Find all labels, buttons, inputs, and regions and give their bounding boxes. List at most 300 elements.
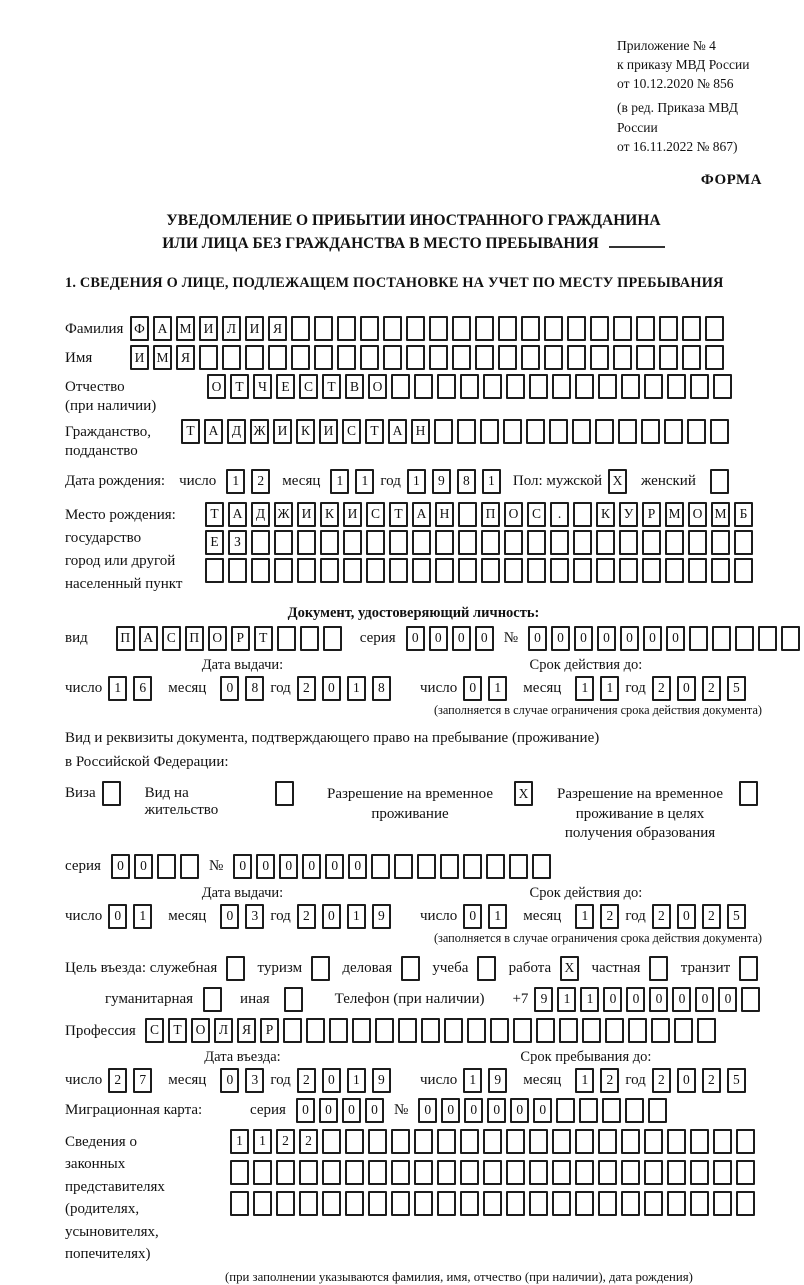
char-box[interactable]	[651, 1018, 670, 1043]
char-box[interactable]	[575, 374, 594, 399]
char-box[interactable]	[486, 854, 505, 879]
char-box[interactable]	[582, 1018, 601, 1043]
char-box[interactable]: Н	[435, 502, 454, 527]
char-box[interactable]: 1	[600, 676, 619, 701]
temp-residence-checkbox[interactable]: X	[514, 781, 533, 806]
char-box[interactable]	[713, 1191, 732, 1216]
char-box[interactable]	[368, 1191, 387, 1216]
char-box[interactable]	[690, 1191, 709, 1216]
char-box[interactable]	[180, 854, 199, 879]
char-box[interactable]	[434, 419, 453, 444]
char-box[interactable]	[483, 1191, 502, 1216]
char-box[interactable]	[483, 374, 502, 399]
char-box[interactable]	[625, 1098, 644, 1123]
char-box[interactable]	[710, 419, 729, 444]
char-box[interactable]	[368, 1160, 387, 1185]
char-box[interactable]: 0	[233, 854, 252, 879]
char-box[interactable]	[613, 345, 632, 370]
char-box[interactable]	[713, 1160, 732, 1185]
char-box[interactable]	[452, 316, 471, 341]
char-box[interactable]	[659, 345, 678, 370]
char-box[interactable]	[483, 1129, 502, 1154]
char-box[interactable]	[366, 530, 385, 555]
char-box[interactable]: 2	[299, 1129, 318, 1154]
char-box[interactable]: 0	[322, 1068, 341, 1093]
char-box[interactable]: Ж	[274, 502, 293, 527]
char-box[interactable]	[529, 1191, 548, 1216]
char-box[interactable]	[598, 374, 617, 399]
char-box[interactable]	[552, 374, 571, 399]
char-box[interactable]	[458, 558, 477, 583]
char-box[interactable]	[274, 558, 293, 583]
char-box[interactable]: А	[388, 419, 407, 444]
char-box[interactable]	[642, 530, 661, 555]
char-box[interactable]	[536, 1018, 555, 1043]
char-box[interactable]	[467, 1018, 486, 1043]
char-box[interactable]	[458, 530, 477, 555]
char-box[interactable]	[429, 345, 448, 370]
char-box[interactable]: К	[296, 419, 315, 444]
char-box[interactable]	[366, 558, 385, 583]
char-box[interactable]	[230, 1191, 249, 1216]
char-box[interactable]: И	[343, 502, 362, 527]
char-box[interactable]	[457, 419, 476, 444]
char-box[interactable]: П	[481, 502, 500, 527]
char-box[interactable]: К	[596, 502, 615, 527]
char-box[interactable]: О	[208, 626, 227, 651]
char-box[interactable]: П	[185, 626, 204, 651]
char-box[interactable]: Я	[237, 1018, 256, 1043]
char-box[interactable]	[688, 530, 707, 555]
char-box[interactable]	[406, 316, 425, 341]
char-box[interactable]	[440, 854, 459, 879]
char-box[interactable]: 0	[597, 626, 616, 651]
char-box[interactable]: 1	[580, 987, 599, 1012]
char-box[interactable]	[573, 530, 592, 555]
char-box[interactable]	[490, 1018, 509, 1043]
char-box[interactable]	[253, 1160, 272, 1185]
char-box[interactable]	[458, 502, 477, 527]
char-box[interactable]	[544, 345, 563, 370]
char-box[interactable]	[199, 345, 218, 370]
char-box[interactable]: Д	[251, 502, 270, 527]
char-box[interactable]	[636, 345, 655, 370]
char-box[interactable]: А	[139, 626, 158, 651]
char-box[interactable]	[713, 1129, 732, 1154]
char-box[interactable]	[371, 854, 390, 879]
char-box[interactable]: 1	[482, 469, 501, 494]
char-box[interactable]	[277, 626, 296, 651]
char-box[interactable]	[503, 419, 522, 444]
char-box[interactable]: 0	[279, 854, 298, 879]
char-box[interactable]	[529, 1160, 548, 1185]
char-box[interactable]: И	[297, 502, 316, 527]
char-box[interactable]	[297, 530, 316, 555]
char-box[interactable]	[345, 1160, 364, 1185]
char-box[interactable]	[291, 345, 310, 370]
char-box[interactable]: 9	[372, 904, 391, 929]
char-box[interactable]	[368, 1129, 387, 1154]
char-box[interactable]: 0	[533, 1098, 552, 1123]
char-box[interactable]	[429, 316, 448, 341]
char-box[interactable]	[618, 419, 637, 444]
char-box[interactable]: Н	[411, 419, 430, 444]
char-box[interactable]: 0	[666, 626, 685, 651]
char-box[interactable]: Р	[231, 626, 250, 651]
char-box[interactable]	[437, 1191, 456, 1216]
char-box[interactable]	[509, 854, 528, 879]
char-box[interactable]: Т	[389, 502, 408, 527]
char-box[interactable]	[389, 530, 408, 555]
char-box[interactable]	[391, 1160, 410, 1185]
char-box[interactable]	[532, 854, 551, 879]
char-box[interactable]	[688, 558, 707, 583]
char-box[interactable]: 1	[488, 676, 507, 701]
char-box[interactable]: Я	[268, 316, 287, 341]
char-box[interactable]	[689, 626, 708, 651]
char-box[interactable]: И	[319, 419, 338, 444]
char-box[interactable]	[480, 419, 499, 444]
char-box[interactable]	[552, 1129, 571, 1154]
char-box[interactable]: А	[153, 316, 172, 341]
char-box[interactable]: 1	[230, 1129, 249, 1154]
char-box[interactable]: 1	[575, 676, 594, 701]
char-box[interactable]: 0	[220, 904, 239, 929]
char-box[interactable]	[644, 1191, 663, 1216]
char-box[interactable]: 0	[342, 1098, 361, 1123]
char-box[interactable]: О	[504, 502, 523, 527]
char-box[interactable]	[644, 1129, 663, 1154]
char-box[interactable]	[556, 1098, 575, 1123]
char-box[interactable]: А	[228, 502, 247, 527]
temp-residence-education-checkbox[interactable]	[739, 781, 758, 806]
char-box[interactable]	[736, 1191, 755, 1216]
char-box[interactable]: А	[412, 502, 431, 527]
char-box[interactable]	[596, 530, 615, 555]
char-box[interactable]	[598, 1129, 617, 1154]
char-box[interactable]: С	[527, 502, 546, 527]
char-box[interactable]	[481, 530, 500, 555]
char-box[interactable]: М	[176, 316, 195, 341]
char-box[interactable]: 0	[487, 1098, 506, 1123]
char-box[interactable]	[481, 558, 500, 583]
work-checkbox[interactable]: X	[560, 956, 579, 981]
char-box[interactable]	[521, 345, 540, 370]
char-box[interactable]	[711, 558, 730, 583]
char-box[interactable]: 0	[406, 626, 425, 651]
char-box[interactable]	[644, 1160, 663, 1185]
char-box[interactable]: 0	[220, 1068, 239, 1093]
char-box[interactable]	[412, 530, 431, 555]
char-box[interactable]: 6	[133, 676, 152, 701]
humanitarian-checkbox[interactable]	[203, 987, 222, 1012]
char-box[interactable]	[322, 1160, 341, 1185]
char-box[interactable]	[529, 374, 548, 399]
char-box[interactable]	[567, 345, 586, 370]
char-box[interactable]: 0	[574, 626, 593, 651]
char-box[interactable]: 0	[463, 676, 482, 701]
char-box[interactable]: М	[665, 502, 684, 527]
char-box[interactable]: З	[228, 530, 247, 555]
char-box[interactable]: И	[245, 316, 264, 341]
residence-permit-checkbox[interactable]	[275, 781, 294, 806]
char-box[interactable]	[389, 558, 408, 583]
char-box[interactable]	[575, 1160, 594, 1185]
char-box[interactable]	[712, 626, 731, 651]
char-box[interactable]	[460, 1129, 479, 1154]
char-box[interactable]	[463, 854, 482, 879]
char-box[interactable]: 0	[677, 676, 696, 701]
char-box[interactable]	[521, 316, 540, 341]
char-box[interactable]: 2	[600, 1068, 619, 1093]
char-box[interactable]	[299, 1160, 318, 1185]
char-box[interactable]	[549, 419, 568, 444]
char-box[interactable]: 1	[253, 1129, 272, 1154]
char-box[interactable]: 0	[464, 1098, 483, 1123]
char-box[interactable]	[573, 502, 592, 527]
char-box[interactable]: С	[366, 502, 385, 527]
char-box[interactable]	[157, 854, 176, 879]
char-box[interactable]: И	[199, 316, 218, 341]
char-box[interactable]	[598, 1191, 617, 1216]
char-box[interactable]: 0	[475, 626, 494, 651]
char-box[interactable]	[687, 419, 706, 444]
char-box[interactable]	[483, 1160, 502, 1185]
char-box[interactable]: 1	[226, 469, 245, 494]
char-box[interactable]	[314, 316, 333, 341]
char-box[interactable]: С	[145, 1018, 164, 1043]
char-box[interactable]: 5	[727, 904, 746, 929]
char-box[interactable]	[713, 374, 732, 399]
char-box[interactable]: Ч	[253, 374, 272, 399]
char-box[interactable]	[323, 626, 342, 651]
char-box[interactable]	[437, 374, 456, 399]
char-box[interactable]: Ф	[130, 316, 149, 341]
char-box[interactable]	[414, 1160, 433, 1185]
char-box[interactable]: Д	[227, 419, 246, 444]
char-box[interactable]: 0	[108, 904, 127, 929]
char-box[interactable]	[343, 530, 362, 555]
male-checkbox[interactable]: X	[608, 469, 627, 494]
char-box[interactable]	[276, 1160, 295, 1185]
char-box[interactable]: Л	[222, 316, 241, 341]
char-box[interactable]	[268, 345, 287, 370]
char-box[interactable]	[642, 558, 661, 583]
other-purpose-checkbox[interactable]	[284, 987, 303, 1012]
char-box[interactable]	[337, 345, 356, 370]
char-box[interactable]	[544, 316, 563, 341]
char-box[interactable]: 8	[245, 676, 264, 701]
char-box[interactable]: 1	[575, 904, 594, 929]
char-box[interactable]: 0	[429, 626, 448, 651]
char-box[interactable]	[253, 1191, 272, 1216]
char-box[interactable]: Т	[230, 374, 249, 399]
char-box[interactable]: 0	[365, 1098, 384, 1123]
char-box[interactable]: Б	[734, 502, 753, 527]
char-box[interactable]: 1	[330, 469, 349, 494]
char-box[interactable]: 3	[245, 904, 264, 929]
char-box[interactable]	[667, 1191, 686, 1216]
char-box[interactable]: 2	[297, 904, 316, 929]
char-box[interactable]	[605, 1018, 624, 1043]
char-box[interactable]	[674, 1018, 693, 1043]
char-box[interactable]	[734, 530, 753, 555]
char-box[interactable]: 2	[702, 1068, 721, 1093]
business-checkbox[interactable]	[401, 956, 420, 981]
char-box[interactable]	[314, 345, 333, 370]
char-box[interactable]: М	[711, 502, 730, 527]
char-box[interactable]: 1	[108, 676, 127, 701]
tourism-checkbox[interactable]	[311, 956, 330, 981]
char-box[interactable]	[736, 1129, 755, 1154]
char-box[interactable]: О	[688, 502, 707, 527]
visa-checkbox[interactable]	[102, 781, 121, 806]
char-box[interactable]	[506, 1129, 525, 1154]
char-box[interactable]: 2	[652, 904, 671, 929]
char-box[interactable]	[628, 1018, 647, 1043]
char-box[interactable]	[345, 1129, 364, 1154]
char-box[interactable]	[414, 374, 433, 399]
char-box[interactable]	[228, 558, 247, 583]
char-box[interactable]	[529, 1129, 548, 1154]
char-box[interactable]	[394, 854, 413, 879]
char-box[interactable]	[360, 345, 379, 370]
char-box[interactable]: 0	[463, 904, 482, 929]
char-box[interactable]: 0	[220, 676, 239, 701]
char-box[interactable]	[360, 316, 379, 341]
char-box[interactable]: 0	[677, 904, 696, 929]
char-box[interactable]: 0	[626, 987, 645, 1012]
char-box[interactable]: О	[368, 374, 387, 399]
char-box[interactable]	[705, 316, 724, 341]
char-box[interactable]	[664, 419, 683, 444]
char-box[interactable]	[297, 558, 316, 583]
char-box[interactable]	[444, 1018, 463, 1043]
char-box[interactable]	[406, 345, 425, 370]
char-box[interactable]	[736, 1160, 755, 1185]
char-box[interactable]: 2	[652, 1068, 671, 1093]
char-box[interactable]: 0	[325, 854, 344, 879]
private-checkbox[interactable]	[649, 956, 668, 981]
char-box[interactable]	[452, 345, 471, 370]
char-box[interactable]: А	[204, 419, 223, 444]
char-box[interactable]	[251, 558, 270, 583]
char-box[interactable]	[435, 558, 454, 583]
char-box[interactable]: 2	[108, 1068, 127, 1093]
char-box[interactable]: 0	[649, 987, 668, 1012]
char-box[interactable]	[621, 1160, 640, 1185]
char-box[interactable]	[621, 1129, 640, 1154]
char-box[interactable]: 0	[718, 987, 737, 1012]
char-box[interactable]	[621, 1191, 640, 1216]
char-box[interactable]	[398, 1018, 417, 1043]
char-box[interactable]	[375, 1018, 394, 1043]
char-box[interactable]: И	[273, 419, 292, 444]
char-box[interactable]	[621, 374, 640, 399]
char-box[interactable]	[320, 530, 339, 555]
char-box[interactable]: Е	[276, 374, 295, 399]
char-box[interactable]: 1	[463, 1068, 482, 1093]
char-box[interactable]	[598, 1160, 617, 1185]
char-box[interactable]	[299, 1191, 318, 1216]
char-box[interactable]	[352, 1018, 371, 1043]
char-box[interactable]: 0	[677, 1068, 696, 1093]
char-box[interactable]: Т	[181, 419, 200, 444]
char-box[interactable]: 0	[322, 676, 341, 701]
char-box[interactable]: 0	[672, 987, 691, 1012]
char-box[interactable]	[276, 1191, 295, 1216]
char-box[interactable]	[682, 345, 701, 370]
char-box[interactable]	[437, 1160, 456, 1185]
char-box[interactable]: Т	[205, 502, 224, 527]
char-box[interactable]	[320, 558, 339, 583]
char-box[interactable]: Т	[168, 1018, 187, 1043]
char-box[interactable]	[595, 419, 614, 444]
char-box[interactable]	[590, 345, 609, 370]
char-box[interactable]: 0	[302, 854, 321, 879]
char-box[interactable]	[343, 558, 362, 583]
female-checkbox[interactable]	[710, 469, 729, 494]
char-box[interactable]	[291, 316, 310, 341]
char-box[interactable]	[274, 530, 293, 555]
char-box[interactable]	[550, 558, 569, 583]
char-box[interactable]	[329, 1018, 348, 1043]
char-box[interactable]	[421, 1018, 440, 1043]
char-box[interactable]	[741, 987, 760, 1012]
char-box[interactable]	[690, 1160, 709, 1185]
char-box[interactable]	[665, 558, 684, 583]
char-box[interactable]	[572, 419, 591, 444]
char-box[interactable]	[460, 1160, 479, 1185]
char-box[interactable]: 0	[322, 904, 341, 929]
char-box[interactable]	[345, 1191, 364, 1216]
char-box[interactable]	[690, 374, 709, 399]
char-box[interactable]	[391, 1191, 410, 1216]
char-box[interactable]: 2	[297, 676, 316, 701]
char-box[interactable]	[460, 374, 479, 399]
char-box[interactable]	[383, 316, 402, 341]
char-box[interactable]	[781, 626, 800, 651]
char-box[interactable]	[337, 316, 356, 341]
char-box[interactable]	[575, 1129, 594, 1154]
char-box[interactable]	[526, 419, 545, 444]
char-box[interactable]	[475, 345, 494, 370]
char-box[interactable]: Т	[322, 374, 341, 399]
char-box[interactable]	[412, 558, 431, 583]
char-box[interactable]	[641, 419, 660, 444]
char-box[interactable]	[758, 626, 777, 651]
char-box[interactable]	[659, 316, 678, 341]
char-box[interactable]	[602, 1098, 621, 1123]
char-box[interactable]: 1	[575, 1068, 594, 1093]
char-box[interactable]	[527, 530, 546, 555]
char-box[interactable]: 0	[256, 854, 275, 879]
char-box[interactable]: 2	[276, 1129, 295, 1154]
char-box[interactable]	[665, 530, 684, 555]
char-box[interactable]: 0	[551, 626, 570, 651]
char-box[interactable]: 5	[727, 1068, 746, 1093]
char-box[interactable]	[322, 1129, 341, 1154]
char-box[interactable]	[667, 374, 686, 399]
char-box[interactable]: 0	[528, 626, 547, 651]
char-box[interactable]	[590, 316, 609, 341]
char-box[interactable]: У	[619, 502, 638, 527]
char-box[interactable]	[475, 316, 494, 341]
char-box[interactable]: 2	[652, 676, 671, 701]
char-box[interactable]: 1	[347, 904, 366, 929]
char-box[interactable]: Т	[254, 626, 273, 651]
char-box[interactable]: 0	[134, 854, 153, 879]
